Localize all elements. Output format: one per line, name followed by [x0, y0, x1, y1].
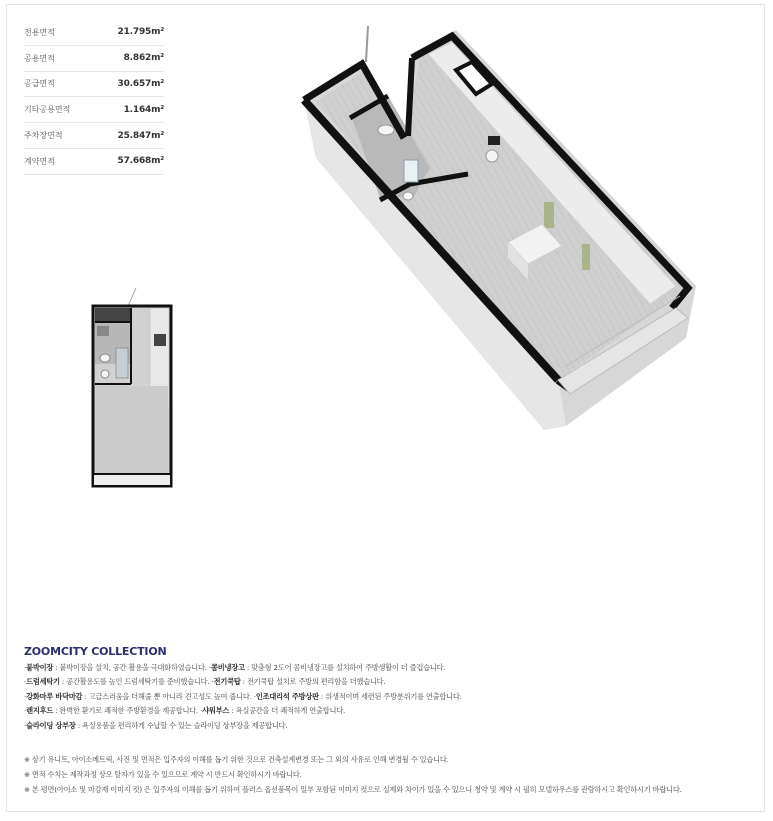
area-label: 공용면적 — [24, 53, 55, 63]
feature-line — [24, 675, 759, 689]
note-line: ※ 상기 유니트, 아이소메트릭, 사진 및 면적은 입주자의 이해를 돕기 위한 것으로 건축설계변경 또는 그 외의 사유로 인해 변경될 수 있습니다. — [24, 755, 449, 764]
area-row — [24, 97, 164, 123]
feature-name: 샤워부스 — [202, 706, 230, 716]
area-row — [24, 20, 164, 46]
collection-section — [24, 645, 759, 733]
area-row — [24, 46, 164, 72]
feature-name: 강화마루 바닥마감 — [26, 691, 83, 701]
area-label: 주차장면적 — [24, 131, 63, 141]
note-line: ※ 면적 수치는 제작과정 상오 탈자가 있을 수 있으므로 계약 시 반드시 확인하시기 바랍니다. — [24, 770, 302, 779]
feature-name: 렌지후드 — [26, 706, 54, 716]
bullet: · — [200, 706, 203, 716]
area-label: 계약면적 — [24, 156, 55, 166]
bullet: · — [253, 691, 256, 701]
area-value: 21.795m² — [117, 27, 164, 38]
collection-title: ZOOMCITY COLLECTION — [24, 645, 167, 658]
area-row — [24, 72, 164, 98]
feature-name: 드럼세탁기 — [26, 677, 60, 687]
feature-name: 인조대리석 주방상판 — [255, 691, 319, 701]
bullet: · — [24, 677, 27, 687]
bullet: · — [24, 691, 27, 701]
bullet: · — [211, 677, 214, 687]
area-label: 공급면적 — [24, 79, 55, 89]
bullet: · — [208, 663, 212, 672]
feature-line — [24, 661, 759, 675]
feature-desc: : 욕실용품을 편리하게 수납할 수 있는 슬라이딩 상부장을 제공합니다. — [75, 720, 288, 730]
feature-desc: : 붙박이장을 설치, 공간 활용을 극대화하였습니다. — [53, 663, 209, 672]
bullet: · — [24, 706, 27, 716]
area-label: 기타공용면적 — [24, 105, 71, 115]
area-row — [24, 149, 164, 175]
area-value: 25.847m² — [117, 130, 164, 141]
feature-desc: : 욕실공간을 더 쾌적하게 연출합니다. — [229, 706, 346, 716]
area-value: 8.862m² — [123, 53, 164, 64]
bullet: · — [24, 720, 27, 730]
notes-section — [24, 752, 764, 797]
bullet: · — [24, 663, 27, 672]
area-value: 57.668m² — [117, 156, 164, 167]
feature-line — [24, 704, 759, 718]
feature-desc: : 맞춤형 2도어 콤비냉장고를 설치하여 주방생활이 더 즐겁습니다. — [244, 663, 446, 672]
feature-line — [24, 719, 759, 733]
feature-list — [24, 661, 759, 733]
feature-desc: : 고급스러움을 더해줄 뿐 아니라 견고성도 높여 줍니다. — [82, 691, 254, 701]
floorplan-2d — [90, 286, 174, 490]
feature-name: 슬라이딩 상부장 — [26, 720, 76, 730]
area-table — [24, 20, 164, 175]
feature-line — [24, 690, 759, 704]
isometric-floorplan — [296, 18, 702, 438]
feature-desc: : 공간활용도를 높인 드럼세탁기를 준비했습니다. — [59, 677, 212, 687]
feature-desc: : 위생적이며 세련된 주방분위기를 연출합니다. — [318, 691, 462, 701]
area-value: 30.657m² — [117, 78, 164, 89]
feature-name: 콤비냉장고 — [211, 663, 245, 672]
feature-name: 전기쿡탑 — [213, 677, 241, 687]
feature-name: 붙박이장 — [26, 663, 54, 672]
area-label: 전용면적 — [24, 27, 55, 37]
feature-desc: : 전기쿡탑 설치로 주방의 편리함을 더했습니다. — [240, 677, 386, 687]
note-line: ※ 본 평면(아이소 및 마감재 이미지 컷) 은 입주자의 이해를 돕기 위하여 플러스 옵션품목이 일부 포함된 이미지 컷으로 실제와 차이가 있을 수 있으니 청약 및 계약 시 필히 모델하우스를 관람하시고 확인하시기 바랍니다. — [24, 785, 682, 794]
feature-desc: : 완벽한 환기로 쾌적한 주방환경을 제공합니다. — [53, 706, 201, 716]
area-value: 1.164m² — [123, 104, 164, 115]
area-row — [24, 123, 164, 149]
